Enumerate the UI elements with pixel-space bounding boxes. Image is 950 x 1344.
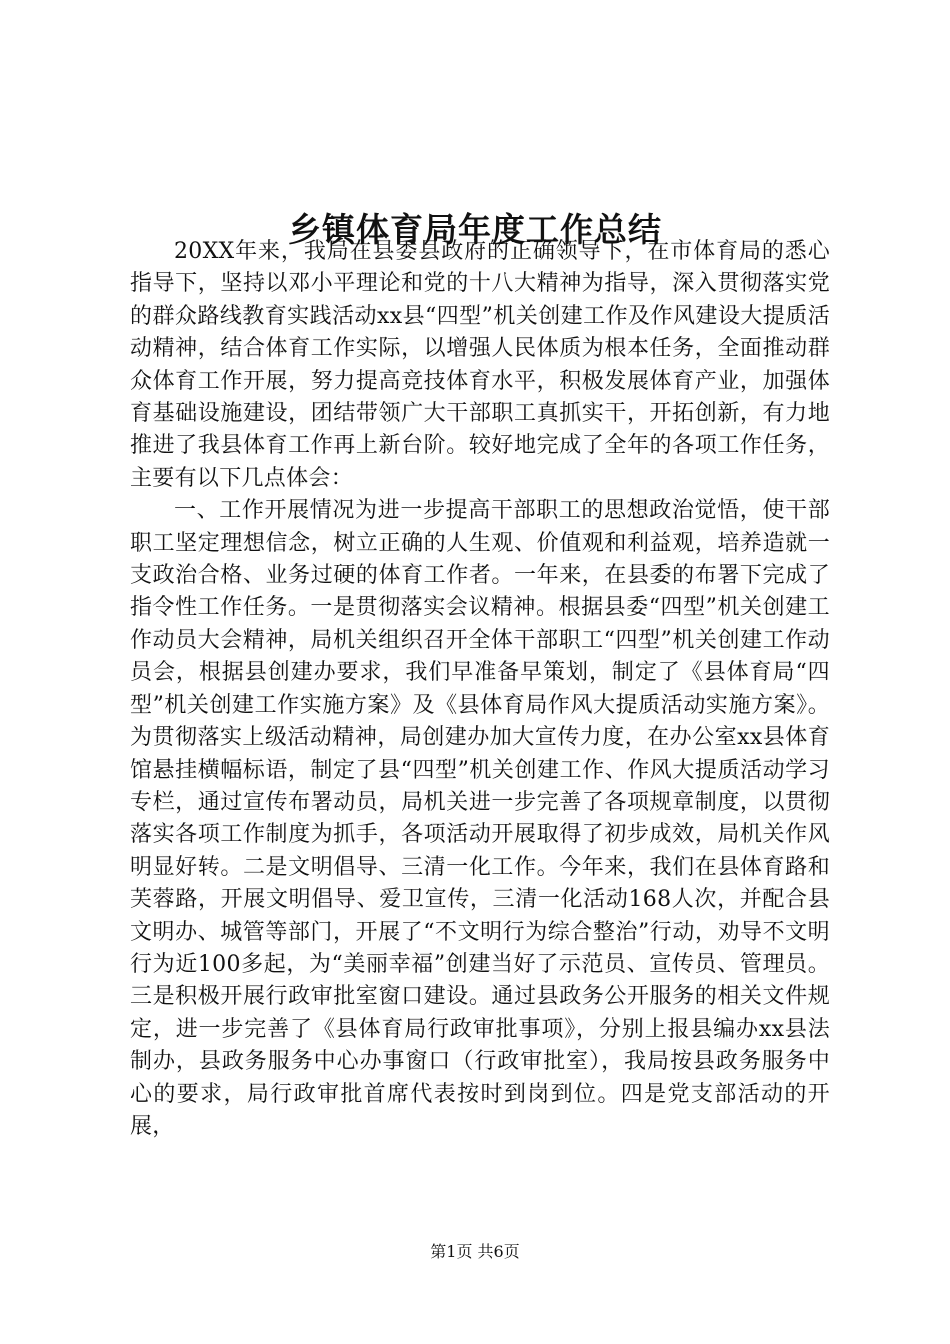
- document-body: [130, 236, 830, 1143]
- paragraph-work-progress: 一、工作开展情况为进一步提高干部职工的思想政治觉悟，使干部职工坚定理想信念，树立正确的人生观、价值观和利益观，培养造就一支政治合格、业务过硬的体育工作者。一年来，在县委的布署下完成了指令性工作任务。一是贯彻落实会议精神。根据县委“四型”机关创建工作动员大会精神，局机关组织召开全体干部职工“四型”机关创建工作动员会，根据县创建办要求，我们早准备早策划，制定了《县体育局“四型”机关创建工作实施方案》及《县体育局作风大提质活动实施方案》。为贯彻落实上级活动精神，局创建办加大宣传力度，在办公室xx县体育馆悬挂横幅标语，制定了县“四型”机关创建工作、作风大提质活动学习专栏，通过宣传布署动员，局机关进一步完善了各项规章制度，以贯彻落实各项工作制度为抓手，各项活动开展取得了初步成效，局机关作风明显好转。二是文明倡导、三清一化工作。今年来，我们在县体育路和芙蓉路，开展文明倡导、爱卫宣传，三清一化活动168人次，并配合县文明办、城管等部门，开展了“不文明行为综合整治”行动，劝导不文明行为近100多起，为“美丽幸福”创建当好了示范员、宣传员、管理员。三是积极开展行政审批室窗口建设。通过县政务公开服务的相关文件规定，进一步完善了《县体育局行政审批事项》，分别上报县编办xx县法制办，县政务服务中心办事窗口（行政审批室），我局按县政务服务中心的要求，局行政审批首席代表按时到岗到位。四是党支部活动的开展，: [130, 498, 830, 1139]
- paragraph-intro: 20XX年来，我局在县委县政府的正确领导下，在市体育局的悉心指导下，坚持以邓小平理论和党的十八大精神为指导，深入贯彻落实党的群众路线教育实践活动xx县“四型”机关创建工作及作风建设大提质活动精神，结合体育工作实际，以增强人民体质为根本任务，全面推动群众体育工作开展，努力提高竞技体育水平，积极发展体育产业，加强体育基础设施建设，团结带领广大干部职工真抓实干，开拓创新，有力地推进了我县体育工作再上新台阶。较好地完成了全年的各项工作任务，主要有以下几点体会：: [130, 239, 830, 491]
- document-title: 乡镇体育局年度工作总结: [288, 210, 662, 250]
- page-footer: 第1页 共6页: [430, 1242, 520, 1261]
